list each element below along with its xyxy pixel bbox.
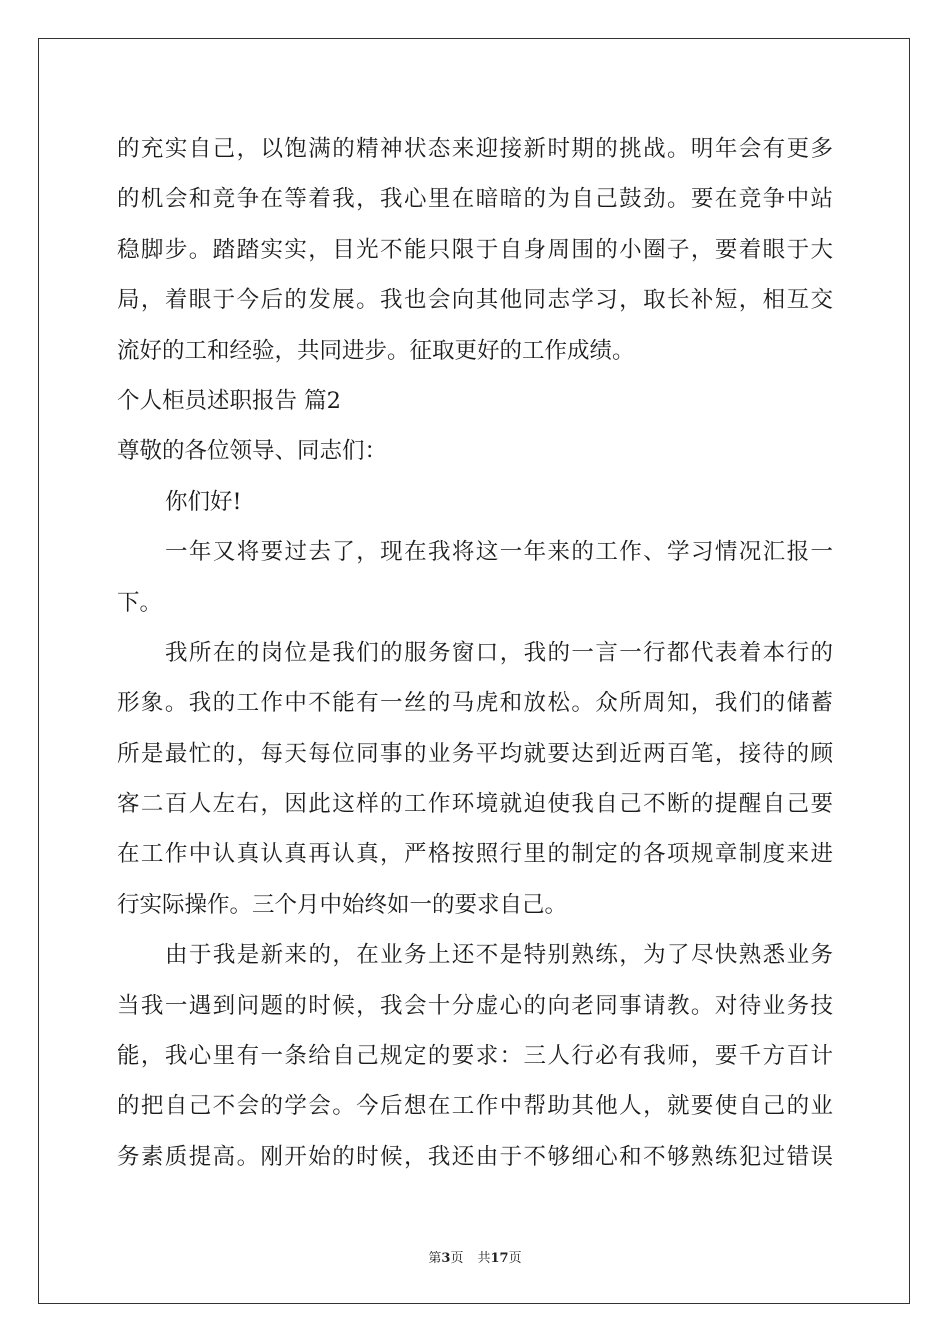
text-line: 行实际操作。三个月中始终如一的要求自己。 [117, 891, 568, 918]
salutation: 尊敬的各位领导、同志们： [117, 438, 388, 465]
text-line: 局，着眼于今后的发展。我也会向其他同志学习，取长补短，相互交 [117, 287, 833, 314]
text-line: 的机会和竞争在等着我，我心里在暗暗的为自己鼓劲。要在竞争中站 [117, 186, 833, 213]
text-line: 流好的工和经验，共同进步。征取更好的工作成绩。 [117, 337, 635, 364]
text-line: 稳脚步。踏踏实实，目光不能只限于自身周围的小圈子，要着眼于大 [117, 236, 833, 263]
page-prefix: 第 [428, 1251, 442, 1266]
text-line: 所是最忙的，每天每位同事的业务平均就要达到近两百笔，接待的顾 [117, 740, 833, 767]
page-suffix: 页 [450, 1251, 464, 1266]
text-line: 当我一遇到问题的时候，我会十分虚心的向老同事请教。对待业务技 [117, 992, 833, 1019]
text-line: 在工作中认真认真再认真，严格按照行里的制定的各项规章制度来进 [117, 841, 833, 868]
text-line: 形象。我的工作中不能有一丝的马虎和放松。众所周知，我们的储蓄 [117, 690, 833, 717]
document-body [117, 124, 833, 1182]
total-pages: 17 [490, 1251, 509, 1266]
total-suffix: 页 [508, 1251, 522, 1266]
text-line: 一年又将要过去了，现在我将这一年来的工作、学习情况汇报一 [165, 539, 833, 566]
text-line: 由于我是新来的，在业务上还不是特别熟练，为了尽快熟悉业务 [165, 942, 833, 969]
text-line: 的把自己不会的学会。今后想在工作中帮助其他人，就要使自己的业 [117, 1093, 833, 1120]
greeting: 你们好! [165, 488, 242, 515]
section-title: 个人柜员述职报告 篇2 [117, 387, 341, 414]
text-line: 下。 [117, 589, 163, 616]
text-line: 的充实自己，以饱满的精神状态来迎接新时期的挑战。明年会有更多 [117, 136, 833, 162]
text-line: 我所在的岗位是我们的服务窗口，我的一言一行都代表着本行的 [165, 639, 833, 666]
page-number: 3 [441, 1251, 451, 1266]
total-prefix: 共 [477, 1251, 491, 1266]
text-line: 务素质提高。刚开始的时候，我还由于不够细心和不够熟练犯过错误 [117, 1143, 833, 1170]
text-line: 能，我心里有一条给自己规定的要求：三人行必有我师，要千方百计 [117, 1043, 833, 1070]
page-footer [0, 1247, 950, 1266]
text-line: 客二百人左右，因此这样的工作环境就迫使我自己不断的提醒自己要 [117, 791, 833, 818]
